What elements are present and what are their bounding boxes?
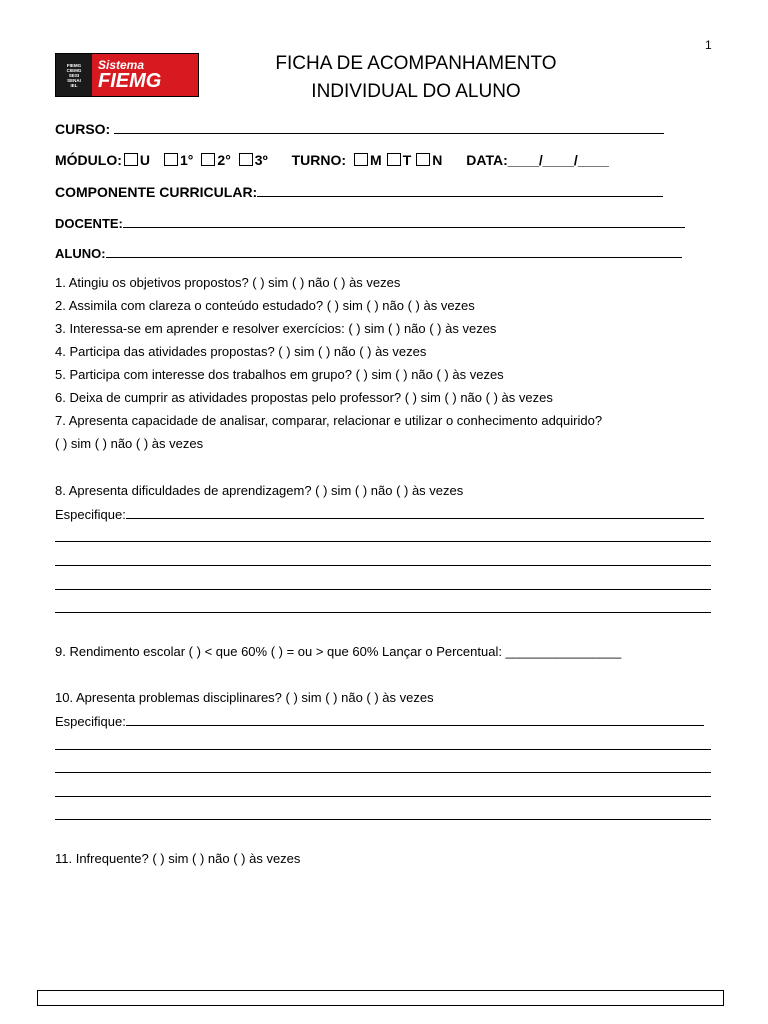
question-8-specify-row bbox=[55, 506, 704, 522]
turno-m-label: M bbox=[370, 152, 382, 168]
turno-m-checkbox[interactable] bbox=[354, 153, 368, 166]
turno-t-label: T bbox=[402, 152, 412, 168]
modulo-1-label: 1° bbox=[180, 152, 194, 168]
componente-field[interactable] bbox=[257, 184, 663, 197]
question-7-options: ( ) sim ( ) não ( ) às vezes bbox=[55, 436, 204, 451]
specify-field[interactable] bbox=[126, 713, 704, 726]
question-10-specify-row bbox=[55, 713, 704, 729]
logo-entity: CIEMG bbox=[66, 67, 82, 73]
docente-row bbox=[55, 215, 685, 231]
answer-line[interactable] bbox=[55, 749, 711, 750]
question-3: 3. Interessa-se em aprender e resolver exercícios: ( ) sim ( ) não ( ) às vezes bbox=[55, 321, 497, 336]
componente-row bbox=[55, 184, 663, 200]
modulo-2-checkbox[interactable] bbox=[201, 153, 215, 166]
answer-line[interactable] bbox=[55, 612, 711, 613]
turno-n-checkbox[interactable] bbox=[416, 153, 430, 166]
question-9: 9. Rendimento escolar ( ) < que 60% ( ) = ou > que 60% Lançar o Percentual: ________________ bbox=[55, 644, 622, 659]
answer-line[interactable] bbox=[55, 772, 711, 773]
logo-entity: SENAI bbox=[67, 77, 81, 83]
document-title-line1: FICHA DE ACOMPANHAMENTO bbox=[275, 53, 557, 74]
question-11: 11. Infrequente? ( ) sim ( ) não ( ) às vezes bbox=[55, 851, 301, 866]
question-2: 2. Assimila com clareza o conteúdo estudado? ( ) sim ( ) não ( ) às vezes bbox=[55, 298, 475, 313]
question-6: 6. Deixa de cumprir as atividades propostas pelo professor? ( ) sim ( ) não ( ) às vezes bbox=[55, 390, 553, 405]
logo-entity: IEL bbox=[70, 82, 78, 88]
turno-t-checkbox[interactable] bbox=[387, 153, 401, 166]
answer-line[interactable] bbox=[55, 589, 711, 590]
aluno-field[interactable] bbox=[106, 245, 682, 258]
question-8: 8. Apresenta dificuldades de aprendizagem? ( ) sim ( ) não ( ) às vezes bbox=[55, 483, 464, 498]
specify-label: Especifique: bbox=[55, 714, 126, 729]
answer-line[interactable] bbox=[55, 541, 711, 542]
question-4: 4. Participa das atividades propostas? ( ) sim ( ) não ( ) às vezes bbox=[55, 344, 427, 359]
answer-line[interactable] bbox=[55, 819, 711, 820]
logo-fiemg-text: FIEMG bbox=[98, 70, 162, 92]
document-title-line2: INDIVIDUAL DO ALUNO bbox=[311, 81, 521, 102]
turno-label: TURNO: bbox=[291, 152, 347, 168]
logo-sistema-text: Sistema bbox=[98, 58, 145, 72]
data-field[interactable]: DATA:____/____/____ bbox=[466, 152, 609, 168]
question-5: 5. Participa com interesse dos trabalhos em grupo? ( ) sim ( ) não ( ) às vezes bbox=[55, 367, 504, 382]
componente-label: COMPONENTE CURRICULAR: bbox=[55, 184, 258, 200]
curso-label: CURSO: bbox=[55, 121, 111, 137]
modulo-3-checkbox[interactable] bbox=[239, 153, 253, 166]
curso-row bbox=[55, 121, 664, 137]
sistema-fiemg-logo bbox=[55, 53, 199, 97]
modulo-2-label: 2° bbox=[217, 152, 231, 168]
modulo-turno-data-row bbox=[55, 152, 609, 168]
answer-line[interactable] bbox=[55, 796, 711, 797]
question-1: 1. Atingiu os objetivos propostos? ( ) sim ( ) não ( ) às vezes bbox=[55, 275, 401, 290]
curso-field[interactable] bbox=[114, 121, 664, 134]
question-10: 10. Apresenta problemas disciplinares? ( ) sim ( ) não ( ) às vezes bbox=[55, 690, 434, 705]
specify-field[interactable] bbox=[126, 506, 704, 519]
docente-field[interactable] bbox=[123, 215, 685, 228]
answer-line[interactable] bbox=[55, 565, 711, 566]
logo-entity: FIEMG bbox=[66, 62, 82, 68]
turno-n-label: N bbox=[432, 152, 443, 168]
page-number: 1 bbox=[705, 38, 712, 52]
logo-brand-block bbox=[92, 54, 198, 96]
modulo-1-checkbox[interactable] bbox=[164, 153, 178, 166]
specify-label: Especifique: bbox=[55, 507, 126, 522]
modulo-3-label: 3º bbox=[254, 152, 268, 168]
aluno-label: ALUNO: bbox=[55, 246, 106, 261]
logo-entities-block bbox=[56, 54, 92, 96]
question-7: 7. Apresenta capacidade de analisar, comparar, relacionar e utilizar o conhecimento adquirido? bbox=[55, 413, 603, 428]
docente-label: DOCENTE: bbox=[55, 216, 123, 231]
footer-box bbox=[37, 990, 724, 1006]
modulo-u-checkbox[interactable] bbox=[124, 153, 138, 166]
aluno-row bbox=[55, 245, 682, 261]
logo-entity: SESI bbox=[68, 72, 80, 78]
modulo-label: MÓDULO: bbox=[55, 152, 122, 168]
modulo-u-label: U bbox=[139, 152, 151, 168]
